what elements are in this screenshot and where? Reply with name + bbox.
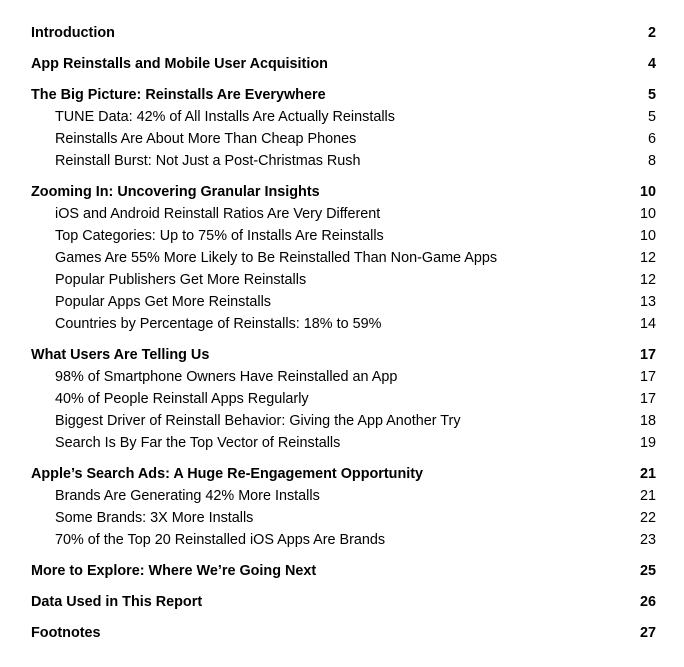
toc-entry[interactable] — [31, 591, 656, 613]
toc-entry-page: 10 — [639, 206, 656, 222]
toc-subentry[interactable] — [31, 507, 656, 529]
toc-entry-title: Footnotes — [31, 625, 101, 641]
toc-entry-page: 13 — [639, 294, 656, 310]
toc-entry[interactable] — [31, 84, 656, 106]
toc-entry-page: 8 — [647, 153, 656, 169]
toc-subentry[interactable] — [31, 269, 656, 291]
toc-entry-title: The Big Picture: Reinstalls Are Everywhere — [31, 87, 326, 103]
toc-entry-page: 6 — [647, 131, 656, 147]
toc-entry-title: Biggest Driver of Reinstall Behavior: Giving the App Another Try — [55, 413, 461, 429]
toc-subentry[interactable] — [31, 432, 656, 454]
toc-entry-title: More to Explore: Where We’re Going Next — [31, 563, 317, 579]
toc-entry-title: iOS and Android Reinstall Ratios Are Very Different — [55, 206, 381, 222]
toc-subentry[interactable] — [31, 313, 656, 335]
toc-entry[interactable] — [31, 463, 656, 485]
toc-entry-page: 10 — [639, 228, 656, 244]
toc-entry-page: 5 — [647, 87, 656, 103]
toc-entry-title: Data Used in This Report — [31, 594, 203, 610]
toc-entry-page: 27 — [639, 625, 656, 641]
toc-entry-page: 19 — [639, 435, 656, 451]
toc-entry-title: Popular Apps Get More Reinstalls — [55, 294, 271, 310]
toc-subentry[interactable] — [31, 106, 656, 128]
toc-entry[interactable] — [31, 22, 656, 44]
toc-subentry[interactable] — [31, 410, 656, 432]
toc-entry-page: 21 — [639, 488, 656, 504]
toc-entry-title: 40% of People Reinstall Apps Regularly — [55, 391, 309, 407]
toc-entry-title: Countries by Percentage of Reinstalls: 18% to 59% — [55, 316, 382, 332]
toc-entry[interactable] — [31, 181, 656, 203]
toc-entry[interactable] — [31, 53, 656, 75]
toc-subentry[interactable] — [31, 388, 656, 410]
toc-entry-title: App Reinstalls and Mobile User Acquisition — [31, 56, 328, 72]
toc-entry-title: Games Are 55% More Likely to Be Reinstalled Than Non-Game Apps — [55, 250, 498, 266]
toc-entry-title: Top Categories: Up to 75% of Installs Are Reinstalls — [55, 228, 384, 244]
toc-entry-title: Apple’s Search Ads: A Huge Re-Engagement Opportunity — [31, 466, 424, 482]
toc-entry-title: Introduction — [31, 25, 115, 41]
toc-entry-title: 70% of the Top 20 Reinstalled iOS Apps Are Brands — [55, 532, 386, 548]
toc-entry-page: 4 — [647, 56, 656, 72]
toc-subentry[interactable] — [31, 529, 656, 551]
toc-entry-title: Reinstalls Are About More Than Cheap Phones — [55, 131, 357, 147]
toc-subentry[interactable] — [31, 128, 656, 150]
toc-entry-title: Brands Are Generating 42% More Installs — [55, 488, 320, 504]
toc-entry-page: 22 — [639, 510, 656, 526]
toc-subentry[interactable] — [31, 150, 656, 172]
toc-entry-title: Reinstall Burst: Not Just a Post-Christmas Rush — [55, 153, 361, 169]
toc-entry-page: 10 — [639, 184, 656, 200]
toc-entry-page: 18 — [639, 413, 656, 429]
toc-subentry[interactable] — [31, 485, 656, 507]
toc-subentry[interactable] — [31, 247, 656, 269]
toc-entry[interactable] — [31, 622, 656, 644]
toc-entry-page: 26 — [639, 594, 656, 610]
toc-entry[interactable] — [31, 344, 656, 366]
toc-entry-page: 14 — [639, 316, 656, 332]
toc-entry-page: 5 — [647, 109, 656, 125]
toc-entry-page: 17 — [639, 369, 656, 385]
toc-entry-page: 23 — [639, 532, 656, 548]
toc-entry-page: 12 — [639, 250, 656, 266]
toc-entry-page: 12 — [639, 272, 656, 288]
toc-entry-title: 98% of Smartphone Owners Have Reinstalled an App — [55, 369, 398, 385]
toc-subentry[interactable] — [31, 366, 656, 388]
toc-entry-page: 21 — [639, 466, 656, 482]
toc-entry-title: What Users Are Telling Us — [31, 347, 210, 363]
table-of-contents — [31, 22, 656, 644]
toc-entry-title: Some Brands: 3X More Installs — [55, 510, 254, 526]
toc-entry-page: 25 — [639, 563, 656, 579]
toc-subentry[interactable] — [31, 203, 656, 225]
toc-entry-title: Search Is By Far the Top Vector of Reinstalls — [55, 435, 341, 451]
toc-subentry[interactable] — [31, 225, 656, 247]
toc-entry-page: 17 — [639, 391, 656, 407]
toc-entry-page: 17 — [639, 347, 656, 363]
toc-entry-page: 2 — [647, 25, 656, 41]
toc-entry[interactable] — [31, 560, 656, 582]
toc-entry-title: Popular Publishers Get More Reinstalls — [55, 272, 307, 288]
toc-entry-title: Zooming In: Uncovering Granular Insights — [31, 184, 320, 200]
toc-entry-title: TUNE Data: 42% of All Installs Are Actually Reinstalls — [55, 109, 395, 125]
toc-subentry[interactable] — [31, 291, 656, 313]
